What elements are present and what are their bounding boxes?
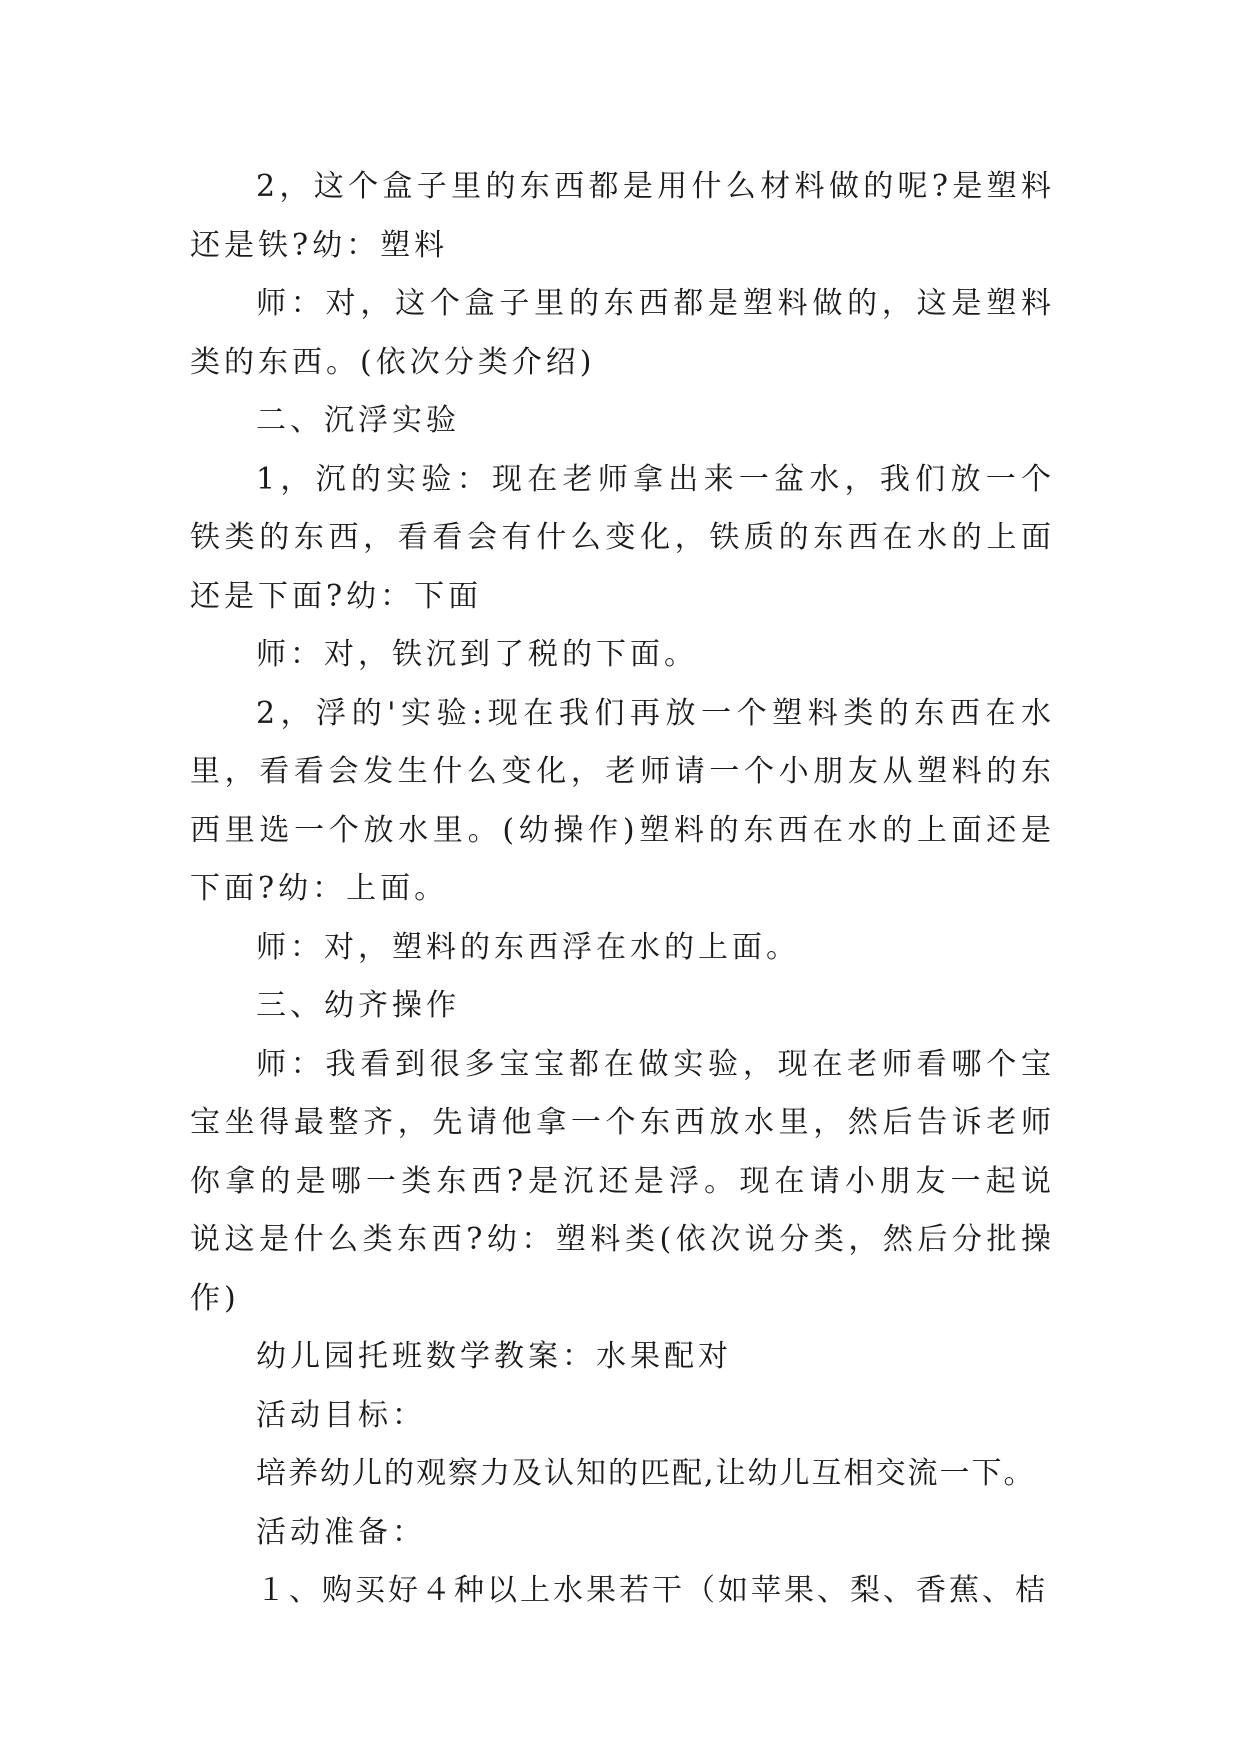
section-heading-sink-float: 二、沉浮实验 xyxy=(256,403,460,438)
document-body xyxy=(190,158,1055,1621)
lesson-title-fruit-matching: 幼儿园托班数学教案：水果配对 xyxy=(256,1339,732,1374)
paragraph-group-operation: 师：我看到很多宝宝都在做实验，现在老师看哪个宝宝坐得最整齐，先请他拿一个东西放水里，然后告诉老师你拿的是哪一类东西?是沉还是浮。现在请小朋友一起说说这是什么类东西?幼：塑料类(依次说分类，然后分批操作) xyxy=(190,1046,1055,1316)
paragraph-preparation-item-1: １、购买好４种以上水果若干（如苹果、梨、香蕉、桔 xyxy=(256,1573,1048,1608)
paragraph-activity-goal: 培养幼儿的观察力及认知的匹配,让幼儿互相交流一下。 xyxy=(256,1456,1036,1491)
section-heading-group-operation: 三、幼齐操作 xyxy=(256,988,460,1023)
paragraph-sink-experiment: 1，沉的实验：现在老师拿出来一盆水，我们放一个铁类的东西，看看会有什么变化，铁质的东西在水的上面还是下面?幼：下面 xyxy=(190,461,1055,614)
paragraph-plastic-floats: 师：对，塑料的东西浮在水的上面。 xyxy=(256,929,800,965)
paragraph-material-question: 2，这个盒子里的东西都是用什么材料做的呢?是塑料还是铁?幼：塑料 xyxy=(190,169,1055,263)
paragraph-iron-sinks: 师：对，铁沉到了税的下面。 xyxy=(256,637,698,672)
paragraph-float-experiment: 2，浮的'实验:现在我们再放一个塑料类的东西在水里，看看会发生什么变化，老师请一个小朋友从塑料的东西里选一个放水里。(幼操作)塑料的东西在水的上面还是下面?幼：上面。 xyxy=(190,695,1055,906)
heading-activity-preparation: 活动准备： xyxy=(256,1514,426,1550)
paragraph-plastic-answer: 师：对，这个盒子里的东西都是塑料做的，这是塑料类的东西。(依次分类介绍) xyxy=(190,286,1055,380)
heading-activity-goals: 活动目标： xyxy=(256,1397,426,1433)
